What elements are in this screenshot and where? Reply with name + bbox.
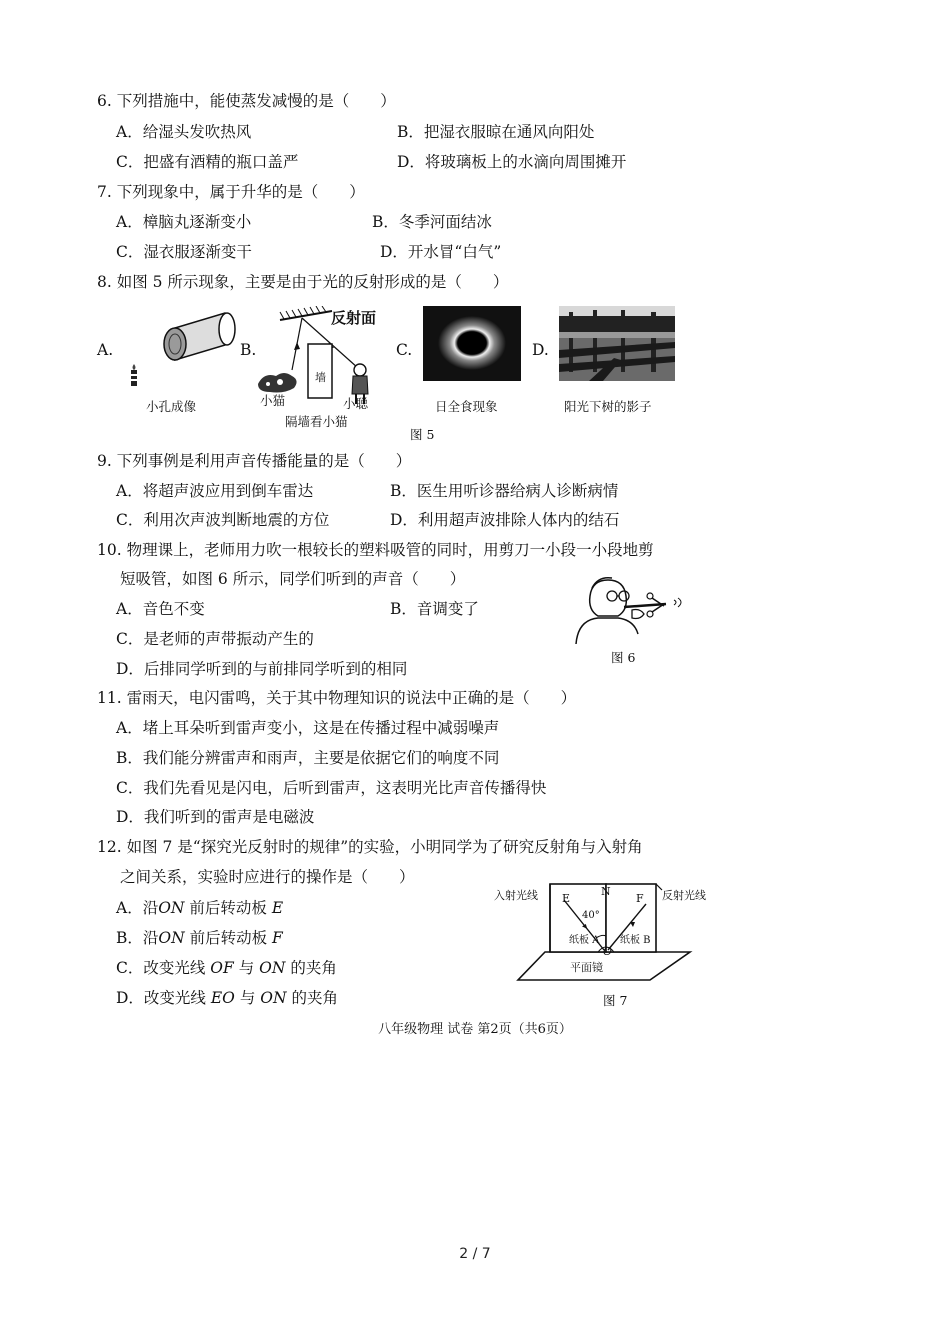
q12-label-n: N <box>601 885 611 898</box>
q11-option-a: A．堵上耳朵听到雷声变小，这是在传播过程中减弱噪声 <box>116 719 500 737</box>
q12-option-a: A．沿ON 前后转动板 E <box>116 899 284 917</box>
q8-label-a: A. <box>97 341 114 359</box>
q10-figure-label: 图 6 <box>611 650 636 665</box>
q10-option-b: B．音调变了 <box>390 600 479 618</box>
q11-option-b: B．我们能分辨雷声和雨声，主要是依据它们的响度不同 <box>116 749 500 767</box>
q6-option-c: C．把盛有酒精的瓶口盖严 <box>116 153 299 171</box>
pinhole-camera-figure <box>120 308 245 393</box>
q8-figure-label: 图 5 <box>410 427 435 442</box>
q12-label-incident: 入射光线 <box>494 889 538 902</box>
q8-caption-reflect-surface: 反射面 <box>331 309 377 327</box>
q11-stem: 11. 雷雨天，电闪雷鸣，关于其中物理知识的说法中正确的是（ ） <box>97 689 577 707</box>
q12-label-board-a: 纸板 A <box>569 935 600 946</box>
tree-shadow-photo <box>559 306 675 381</box>
q10-stem-line1: 10. 物理课上，老师用力吹一根较长的塑料吸管的同时，用剪刀一小段一小段地剪 <box>97 541 654 559</box>
q10-option-c: C．是老师的声带振动产生的 <box>116 630 314 648</box>
q12-label-reflected: 反射光线 <box>662 889 706 902</box>
q12-option-b: B．沿ON 前后转动板 F <box>116 929 283 947</box>
q12-label-e: E <box>562 892 571 905</box>
q8-caption-cat: 小猫 <box>260 393 286 408</box>
q12-label-o: O <box>603 945 613 958</box>
q8-caption-b: 隔墙看小猫 <box>285 414 348 429</box>
q7-option-b: B．冬季河面结冰 <box>372 213 492 231</box>
page-indicator: 2 / 7 <box>459 1246 491 1262</box>
q9-stem: 9. 下列事例是利用声音传播能量的是（ ） <box>97 452 412 470</box>
q12-option-d: D．改变光线 EO 与 ON 的夹角 <box>116 989 338 1007</box>
q8-caption-person: 小聪 <box>343 396 369 411</box>
solar-eclipse-photo <box>423 306 521 381</box>
q7-option-d: D．开水冒“白气” <box>380 243 502 261</box>
q6-option-d: D．将玻璃板上的水滴向周围摊开 <box>397 153 627 171</box>
q6-stem: 6. 下列措施中，能使蒸发减慢的是（ ） <box>97 92 396 110</box>
q11-option-d: D．我们听到的雷声是电磁波 <box>116 808 315 826</box>
q7-stem: 7. 下列现象中，属于升华的是（ ） <box>97 183 365 201</box>
q8-caption-c: 日全食现象 <box>435 399 498 414</box>
q10-option-d: D．后排同学听到的与前排同学听到的相同 <box>116 660 408 678</box>
q8-stem: 8. 如图 5 所示现象，主要是由于光的反射形成的是（ ） <box>97 273 509 291</box>
q12-label-mirror: 平面镜 <box>570 961 603 974</box>
q12-figure-label: 图 7 <box>603 993 628 1008</box>
q8-label-c: C. <box>396 341 413 359</box>
q9-option-d: D．利用超声波排除人体内的结石 <box>390 511 620 529</box>
q10-stem-line2: 短吸管，如图 6 所示，同学们听到的声音（ ） <box>120 570 466 588</box>
q7-option-c: C．湿衣服逐渐变干 <box>116 243 252 261</box>
q12-stem-line1: 12. 如图 7 是“探究光反射时的规律”的实验，小明同学为了研究反射角与入射角 <box>97 838 643 856</box>
q8-caption-a: 小孔成像 <box>146 399 197 414</box>
q6-option-b: B．把湿衣服晾在通风向阳处 <box>397 123 595 141</box>
q8-label-b: B. <box>240 341 257 359</box>
q10-option-a: A．音色不变 <box>116 600 205 618</box>
teacher-straw-figure <box>568 574 693 646</box>
q11-option-c: C．我们先看见是闪电，后听到雷声，这表明光比声音传播得快 <box>116 779 547 797</box>
q8-caption-wall: 墙 <box>315 371 326 384</box>
q12-label-f: F <box>636 892 644 905</box>
q12-label-board-b: 纸板 B <box>620 935 651 946</box>
q12-label-angle: 40° <box>582 910 600 921</box>
q6-option-a: A．给湿头发吹热风 <box>116 123 252 141</box>
q9-option-c: C．利用次声波判断地震的方位 <box>116 511 330 529</box>
q7-option-a: A．樟脑丸逐渐变小 <box>116 213 252 231</box>
q12-stem-line2: 之间关系，实验时应进行的操作是（ ） <box>120 868 415 886</box>
q12-option-c: C．改变光线 OF 与 ON 的夹角 <box>116 959 337 977</box>
q9-option-a: A．将超声波应用到倒车雷达 <box>116 482 314 500</box>
q9-option-b: B．医生用听诊器给病人诊断病情 <box>390 482 619 500</box>
page-footer: 八年级物理 试卷 第2页（共6页） <box>378 1022 572 1037</box>
q8-caption-d: 阳光下树的影子 <box>564 399 652 414</box>
q8-label-d: D. <box>532 341 549 359</box>
